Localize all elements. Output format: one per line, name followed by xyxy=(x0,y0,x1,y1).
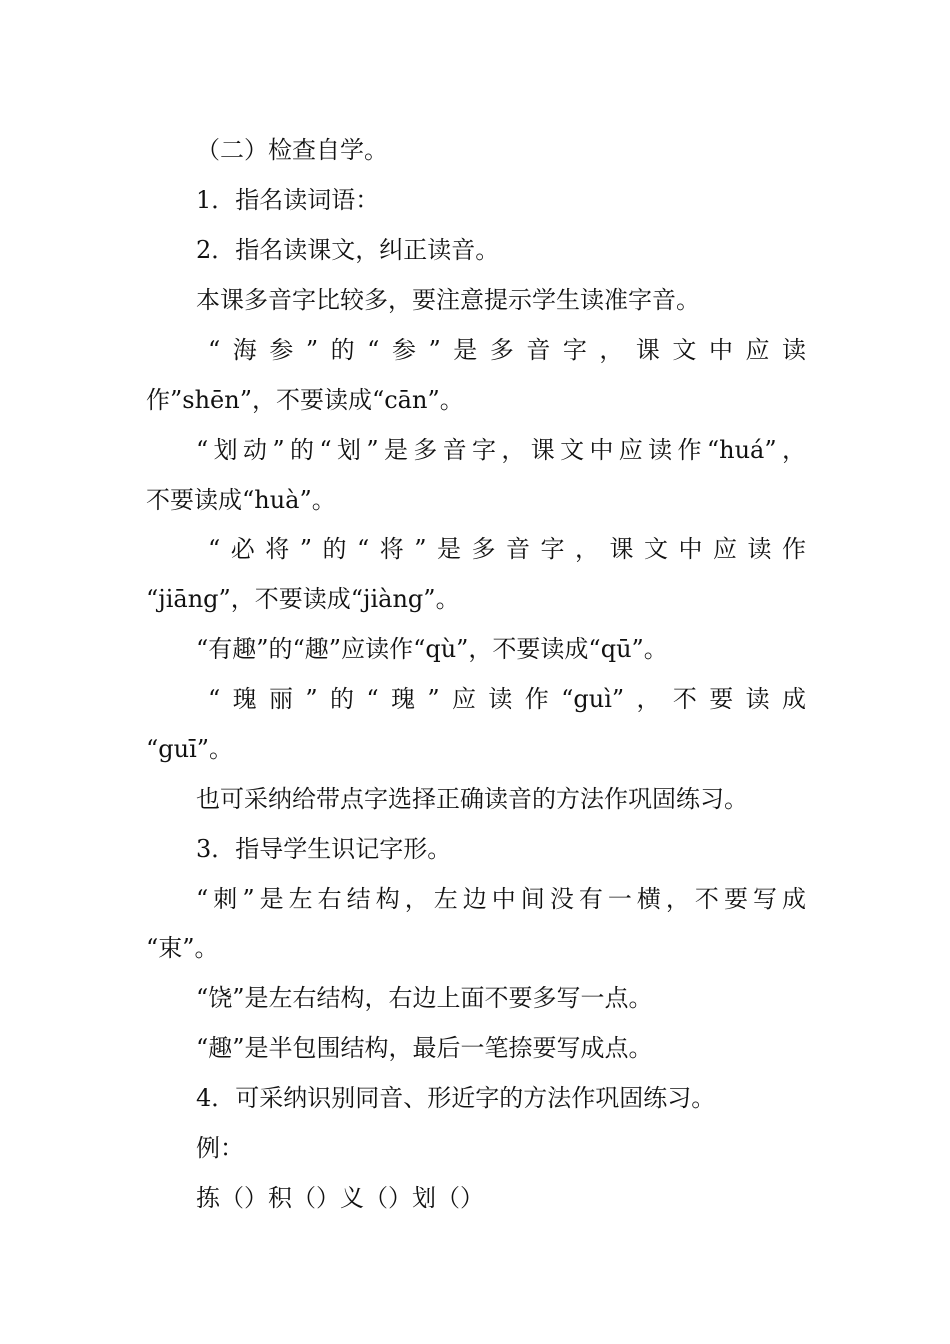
step-3: 3．指导学生识记字形。 xyxy=(196,835,452,863)
step-1: 1．指名读词语： xyxy=(196,186,380,214)
paragraph-line: 不要读成“huà”。 xyxy=(146,486,336,514)
step-4: 4．可采纳识别同音、形近字的方法作巩固练习。 xyxy=(196,1084,716,1112)
paragraph-line: “jiāng”，不要读成“jiàng”。 xyxy=(146,585,460,613)
paragraph-line: “有趣”的“趣”应读作“qù”，不要读成“qū”。 xyxy=(196,635,668,663)
paragraph-line: 本课多音字比较多，要注意提示学生读准字音。 xyxy=(196,286,700,314)
example-exercise: 拣（）积（）义（）划（） xyxy=(196,1184,484,1212)
step-2: 2．指名读课文，纠正读音。 xyxy=(196,236,500,264)
paragraph-line: “必将”的“将”是多音字，课文中应读作 xyxy=(208,535,806,563)
paragraph-line: “海参”的“参”是多音字，课文中应读 xyxy=(208,336,806,364)
example-label: 例： xyxy=(196,1134,244,1162)
paragraph-line: “瑰丽”的“瑰”应读作“guì”，不要读成 xyxy=(208,685,806,713)
paragraph-line: “划动”的“划”是多音字，课文中应读作“huá”， xyxy=(196,436,806,464)
paragraph-line: “趣”是半包围结构，最后一笔捺要写成点。 xyxy=(196,1034,653,1062)
paragraph-line: “饶”是左右结构，右边上面不要多写一点。 xyxy=(196,984,653,1012)
paragraph-line: 作”shēn”，不要读成“cān”。 xyxy=(146,386,464,414)
section-heading: （二）检查自学。 xyxy=(196,136,388,164)
paragraph-line: 也可采纳给带点字选择正确读音的方法作巩固练习。 xyxy=(196,785,748,813)
paragraph-line: “刺”是左右结构，左边中间没有一横，不要写成 xyxy=(196,885,806,913)
paragraph-line: “guī”。 xyxy=(146,735,234,763)
paragraph-line: “束”。 xyxy=(146,934,219,962)
